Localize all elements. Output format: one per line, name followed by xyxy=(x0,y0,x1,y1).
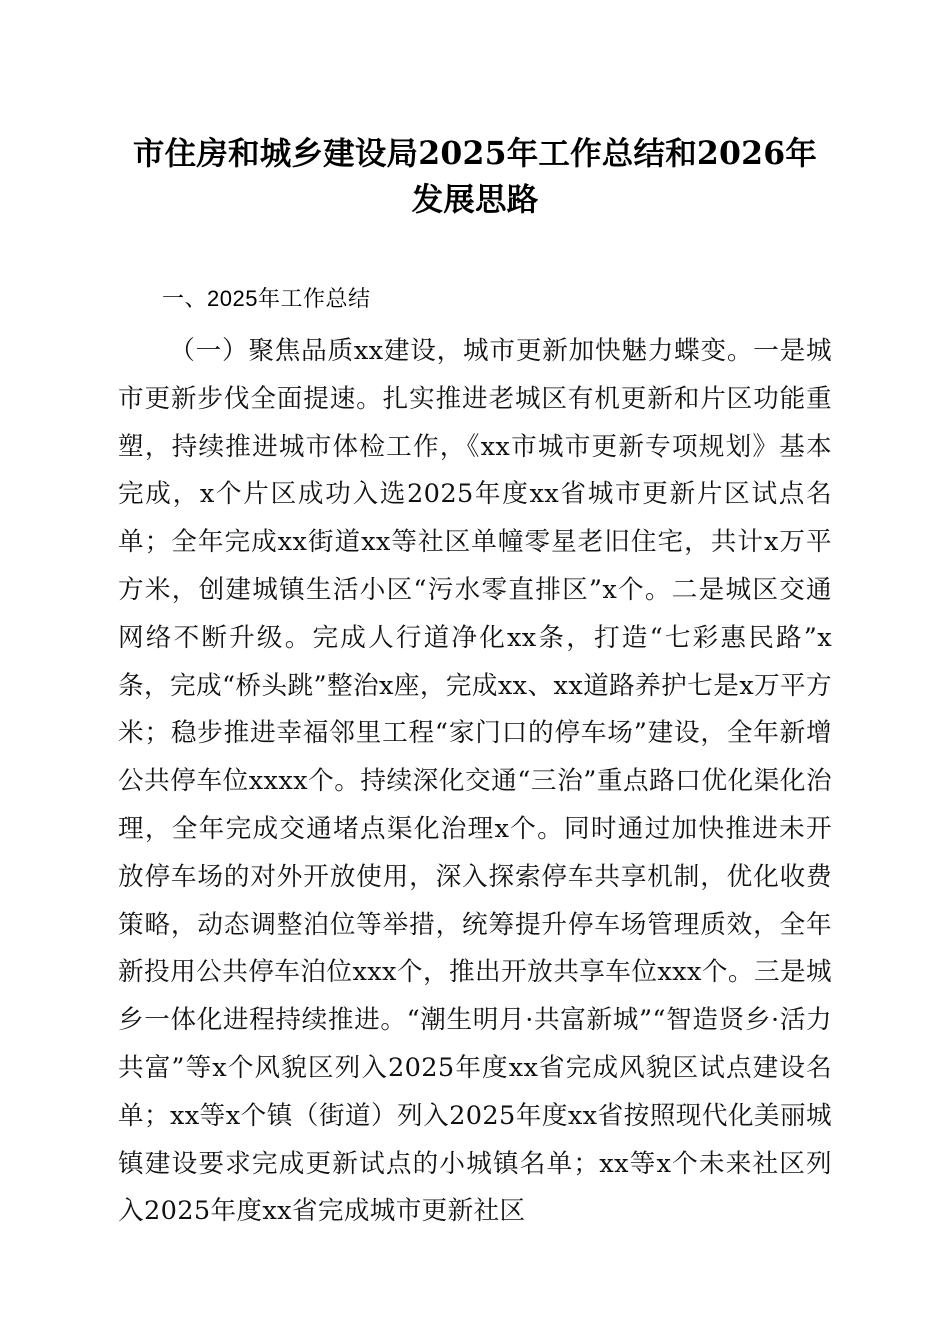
document-body xyxy=(118,0,832,1236)
body-paragraph: （一）聚焦品质xx建设，城市更新加快魅力蝶变。一是城市更新步伐全面提速。扎实推进老城区有机更新和片区功能重塑，持续推进城市体检工作，《xx市城市更新专项规划》基本完成，x个片区成功入选2025年度xx省城市更新片区试点名单；全年完成xx街道xx等社区单幢零星老旧住宅，共计x万平方米，创建城镇生活小区“污水零直排区”x个。二是城区交通网络不断升级。完成人行道净化xx条，打造“七彩惠民路”x条，完成“桥头跳”整治x座，完成xx、xx道路养护七是x万平方米；稳步推进幸福邻里工程“家门口的停车场”建设，全年新增公共停车位xxxx个。持续深化交通“三治”重点路口优化渠化治理，全年完成交通堵点渠化治理x个。同时通过加快推进未开放停车场的对外开放使用，深入探索停车共享机制，优化收费策略，动态调整泊位等举措，统筹提升停车场管理质效，全年新投用公共停车泊位xxx个，推出开放共享车位xxx个。三是城乡一体化进程持续推进。“潮生明月·共富新城”“智造贤乡·活力共富”等x个风貌区列入2025年度xx省完成风貌区试点建设名单；xx等x个镇（街道）列入2025年度xx省按照现代化美丽城镇建设要求完成更新试点的小城镇名单；xx等x个未来社区列入2025年度xx省完成城市更新社区 xyxy=(118,336,832,1227)
section-heading-work-summary: 一、2025年工作总结 xyxy=(162,286,371,311)
page-title: 市住房和城乡建设局2025年工作总结和2026年发展思路 xyxy=(132,135,818,218)
